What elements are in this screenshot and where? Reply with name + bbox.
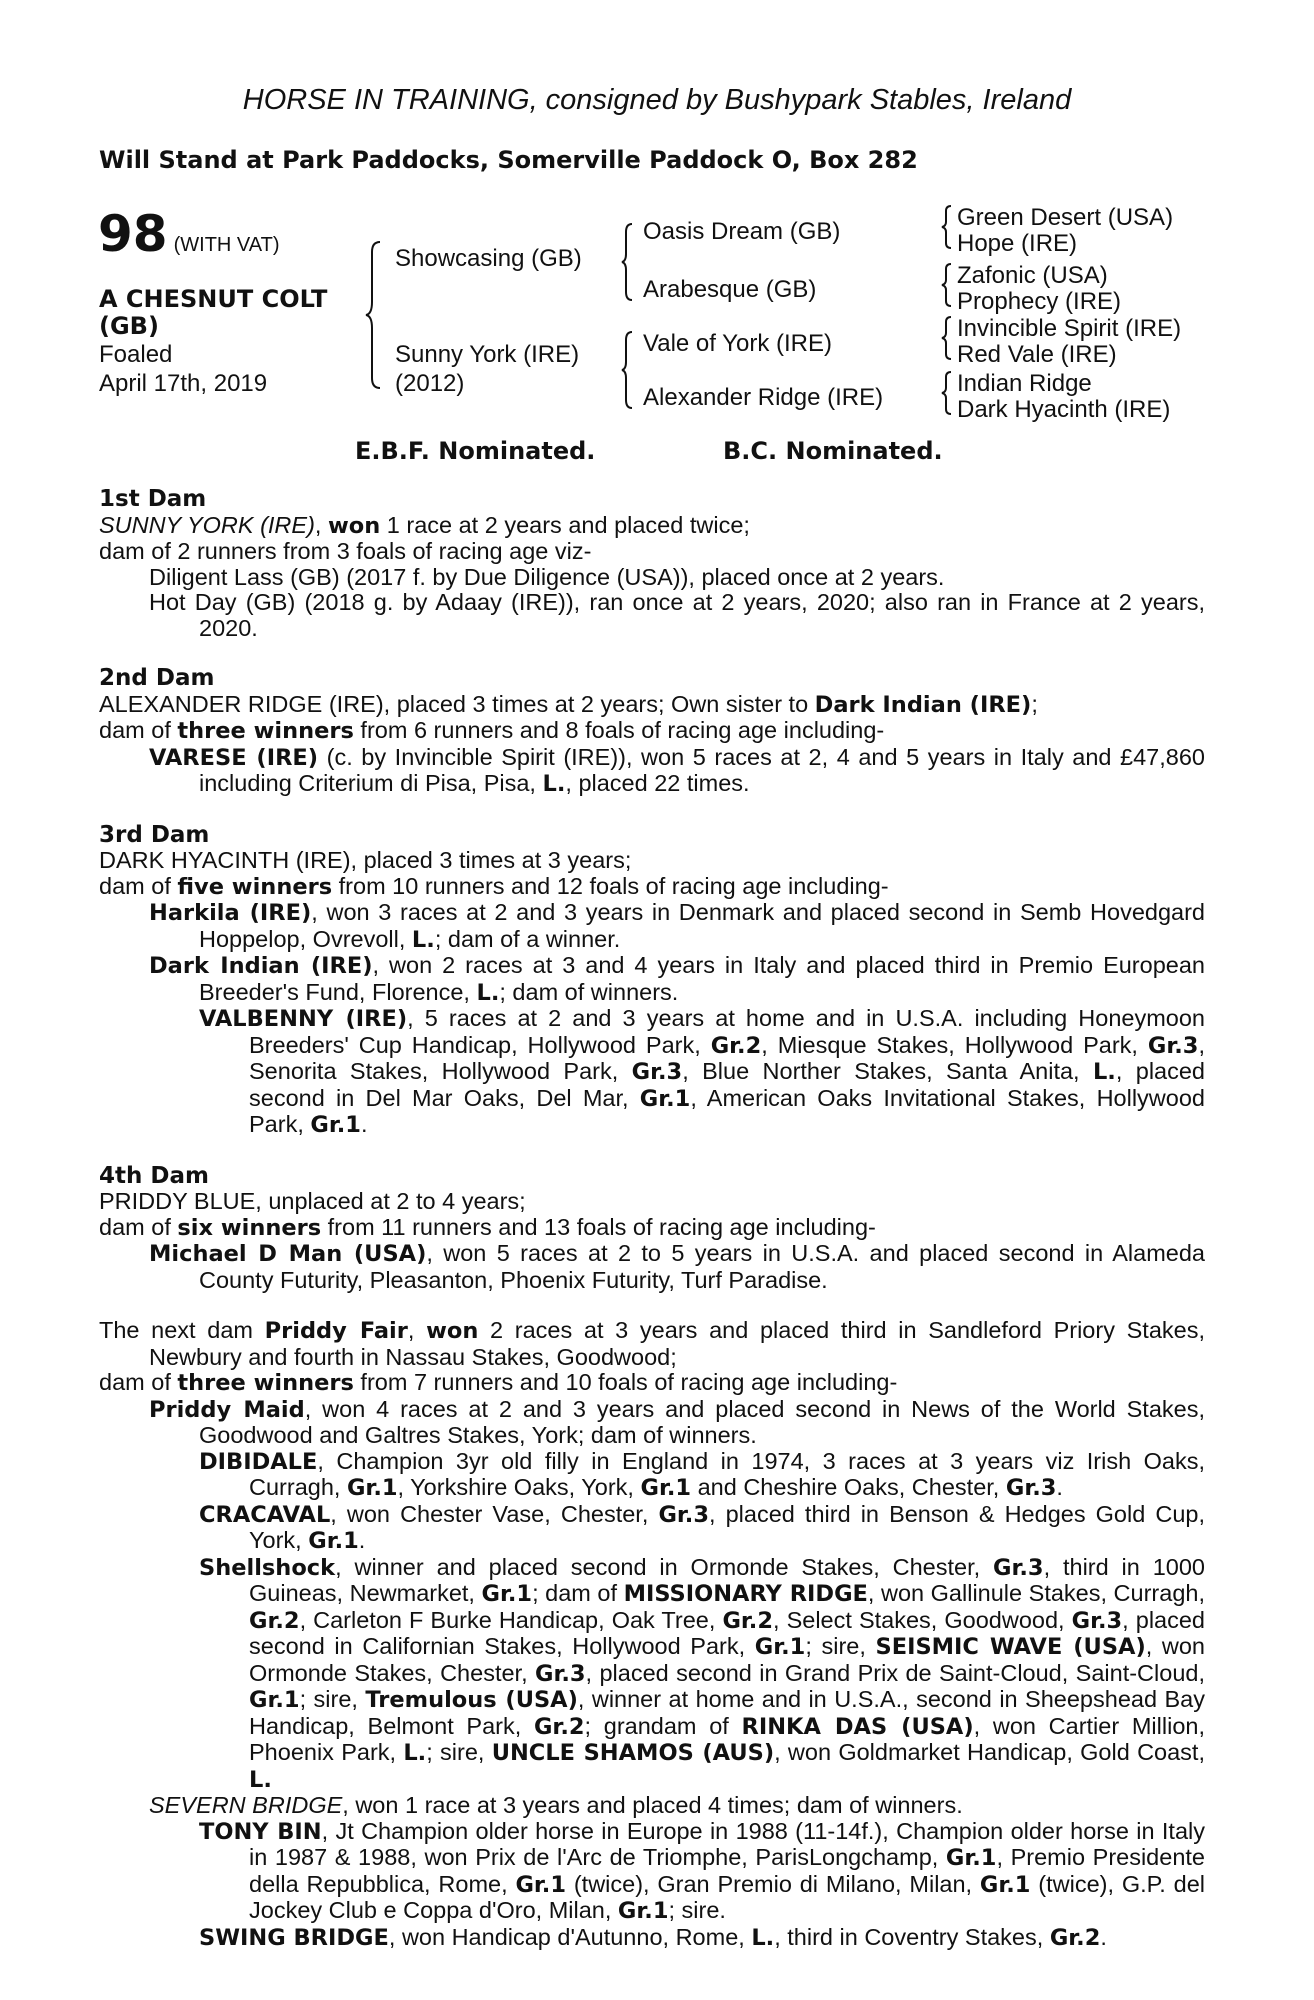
section-heading: 3rd Dam bbox=[99, 821, 210, 848]
page-title: HORSE IN TRAINING, consigned by Bushypark Stables, Ireland bbox=[242, 84, 1072, 116]
pedigree-brace-7 bbox=[940, 370, 954, 416]
produce-entry: VARESE (IRE) (c. by Invincible Spirit (IRE)), won 5 races at 2, 4 and 5 years in Italy and £47,860 including Criterium di Pisa, Pisa, L., placed 22 times. bbox=[149, 743, 1205, 797]
section-heading: 1st Dam bbox=[99, 486, 207, 512]
produce-record bbox=[99, 487, 1205, 1951]
pedigree-g5: Invincible Spirit (IRE) bbox=[957, 315, 1182, 342]
produce-entry: DIBIDALE, Champion 3yr old filly in England in 1974, 3 races at 3 years viz Irish Oaks, Curragh, Gr.1, Yorkshire Oaks, York, Gr.1 and Cheshire Oaks, Chester, Gr.3. bbox=[199, 1447, 1205, 1501]
lot-description bbox=[99, 286, 327, 340]
pedigree-dam-year: (2012) bbox=[395, 370, 465, 397]
pedigree-g1: Green Desert (USA) bbox=[957, 204, 1174, 231]
dam-produce-summary: dam of five winners from 10 runners and 12 foals of racing age including- bbox=[99, 872, 889, 900]
bc-nomination: B.C. Nominated. bbox=[723, 437, 943, 465]
pedigree-g4: Prophecy (IRE) bbox=[957, 288, 1122, 315]
pedigree-g7: Indian Ridge bbox=[957, 370, 1092, 397]
dam-name: SUNNY YORK (IRE) bbox=[99, 511, 315, 538]
stand-location: Will Stand at Park Paddocks, Somerville Paddock O, Box 282 bbox=[99, 146, 918, 174]
first-dam-section bbox=[99, 487, 1205, 641]
ebf-nomination: E.B.F. Nominated. bbox=[355, 437, 596, 465]
pedigree-brace-6 bbox=[940, 315, 954, 361]
vat-note: (WITH VAT) bbox=[173, 234, 280, 256]
pedigree-brace-5 bbox=[940, 262, 954, 308]
second-dam-section bbox=[99, 666, 1205, 798]
produce-entry: CRACAVAL, won Chester Vase, Chester, Gr.3, placed third in Benson & Hedges Gold Cup, York, Gr.1. bbox=[199, 1500, 1205, 1554]
dam-summary: The next dam Priddy Fair, won 2 races at 3 years and placed third in Sandleford Priory Stakes, Newbury and fourth in Nassau Stakes, Goodwood; bbox=[99, 1317, 1205, 1370]
produce-entry: Diligent Lass (GB) (2017 f. by Due Diligence (USA)), placed once at 2 years. bbox=[149, 563, 945, 590]
foaled-date: April 17th, 2019 bbox=[99, 370, 268, 397]
dam-summary: DARK HYACINTH (IRE), placed 3 times at 3 years; bbox=[99, 847, 632, 873]
section-heading: 4th Dam bbox=[99, 1162, 209, 1189]
next-dam-section bbox=[99, 1318, 1205, 1951]
produce-entry: Michael D Man (USA), won 5 races at 2 to 5 years in U.S.A. and placed second in Alameda County Futurity, Pleasanton, Phoenix Futurity, Turf Paradise. bbox=[149, 1240, 1205, 1293]
produce-entry: Harkila (IRE), won 3 races at 2 and 3 years in Denmark and placed second in Semb Hovedgard Hoppelop, Ovrevoll, L.; dam of a winner. bbox=[149, 899, 1205, 953]
pedigree-dam-dam: Alexander Ridge (IRE) bbox=[643, 384, 884, 411]
pedigree-dam-sire: Vale of York (IRE) bbox=[643, 330, 832, 357]
produce-entry: SEVERN BRIDGE, won 1 race at 3 years and placed 4 times; dam of winners. bbox=[149, 1792, 963, 1818]
fourth-dam-section bbox=[99, 1164, 1205, 1294]
produce-entry: Shellshock, winner and placed second in Ormonde Stakes, Chester, Gr.3, third in 1000 Guineas, Newmarket, Gr.1; dam of MISSIONARY RIDGE, won Gallinule Stakes, Curragh, Gr.2, Carleton F Burke Handicap, Oak Tree, Gr.2, Select Stakes, Goodwood, Gr.3, placed second in Californian Stakes, Hollywood Park, Gr.1; sire, SEISMIC WAVE (USA), won Ormonde Stakes, Chester, Gr.3, placed second in Grand Prix de Saint-Cloud, Saint-Cloud, Gr.1; sire, Tremulous (USA), winner at home and in U.S.A., second in Sheepshead Bay Handicap, Belmont Park, Gr.2; grandam of RINKA DAS (USA), won Cartier Million, Phoenix Park, L.; sire, UNCLE SHAMOS (AUS), won Goldmarket Handicap, Gold Coast, L. bbox=[199, 1553, 1205, 1793]
pedigree-sire: Showcasing (GB) bbox=[395, 245, 582, 272]
dam-produce-summary: dam of six winners from 11 runners and 13 foals of racing age including- bbox=[99, 1213, 876, 1241]
lot-description-line1: A CHESNUT COLT bbox=[99, 285, 328, 313]
dam-produce-summary: dam of three winners from 7 runners and 10 foals of racing age including- bbox=[99, 1369, 898, 1396]
pedigree-dam bbox=[395, 340, 579, 398]
pedigree-sire-sire: Oasis Dream (GB) bbox=[643, 218, 841, 245]
produce-entry: Priddy Maid, won 4 races at 2 and 3 years and placed second in News of the World Stakes, Goodwood and Galtres Stakes, York; dam of winners. bbox=[149, 1395, 1205, 1448]
lot-number: 98 bbox=[98, 205, 168, 263]
pedigree-g3: Zafonic (USA) bbox=[957, 262, 1108, 289]
produce-entry: Hot Day (GB) (2018 g. by Adaay (IRE)), ran once at 2 years, 2020; also ran in France at 2 years, 2020. bbox=[149, 589, 1205, 641]
produce-entry: TONY BIN, Jt Champion older horse in Europe in 1988 (11-14f.), Champion older horse in Italy in 1987 & 1988, won Prix de l'Arc de Triomphe, ParisLongchamp, Gr.1, Premio Presidente della Repubblica, Rome, Gr.1 (twice), Gran Premio di Milano, Milan, Gr.1 (twice), G.P. del Jockey Club e Coppa d'Oro, Milan, Gr.1; sire. bbox=[199, 1817, 1205, 1924]
dam-summary: ALEXANDER RIDGE (IRE), placed 3 times at 2 years; Own sister to Dark Indian (IRE); bbox=[99, 690, 1038, 718]
third-dam-section bbox=[99, 823, 1205, 1139]
produce-entry: VALBENNY (IRE), 5 races at 2 and 3 years at home and in U.S.A. including Honeymoon Breeders' Cup Handicap, Hollywood Park, Gr.2, Miesque Stakes, Hollywood Park, Gr.3, Senorita Stakes, Hollywood Park, Gr.3, Blue Norther Stakes, Santa Anita, L., placed second in Del Mar Oaks, Del Mar, Gr.1, American Oaks Invitational Stakes, Hollywood Park, Gr.1. bbox=[199, 1005, 1206, 1138]
dam-summary: SUNNY YORK (IRE), won 1 race at 2 years and placed twice; bbox=[99, 511, 750, 539]
dam-produce-summary: dam of 2 runners from 3 foals of racing age viz- bbox=[99, 538, 592, 564]
foaled-label: Foaled bbox=[99, 341, 173, 368]
pedigree-brace-3 bbox=[620, 330, 636, 410]
pedigree-sire-dam: Arabesque (GB) bbox=[643, 276, 817, 303]
lot-number-block bbox=[98, 205, 280, 263]
pedigree-brace-1 bbox=[364, 240, 386, 390]
pedigree-brace-4 bbox=[940, 204, 954, 250]
produce-entry: Dark Indian (IRE), won 2 races at 3 and 4 years in Italy and placed third in Premio European Breeder's Fund, Florence, L.; dam of winners. bbox=[149, 952, 1205, 1006]
lot-description-line2: (GB) bbox=[99, 312, 159, 340]
section-heading: 2nd Dam bbox=[99, 665, 215, 691]
pedigree-g6: Red Vale (IRE) bbox=[957, 341, 1117, 368]
produce-entry: SWING BRIDGE, won Handicap d'Autunno, Rome, L., third in Coventry Stakes, Gr.2. bbox=[199, 1923, 1107, 1951]
dam-produce-summary: dam of three winners from 6 runners and 8 foals of racing age including- bbox=[99, 717, 885, 744]
dam-summary: PRIDDY BLUE, unplaced at 2 to 4 years; bbox=[99, 1188, 526, 1214]
foaled-info bbox=[99, 340, 267, 398]
pedigree-g2: Hope (IRE) bbox=[957, 230, 1078, 257]
pedigree-brace-2 bbox=[620, 222, 636, 302]
pedigree-dam-name: Sunny York (IRE) bbox=[395, 341, 580, 368]
pedigree-g8: Dark Hyacinth (IRE) bbox=[957, 396, 1171, 423]
